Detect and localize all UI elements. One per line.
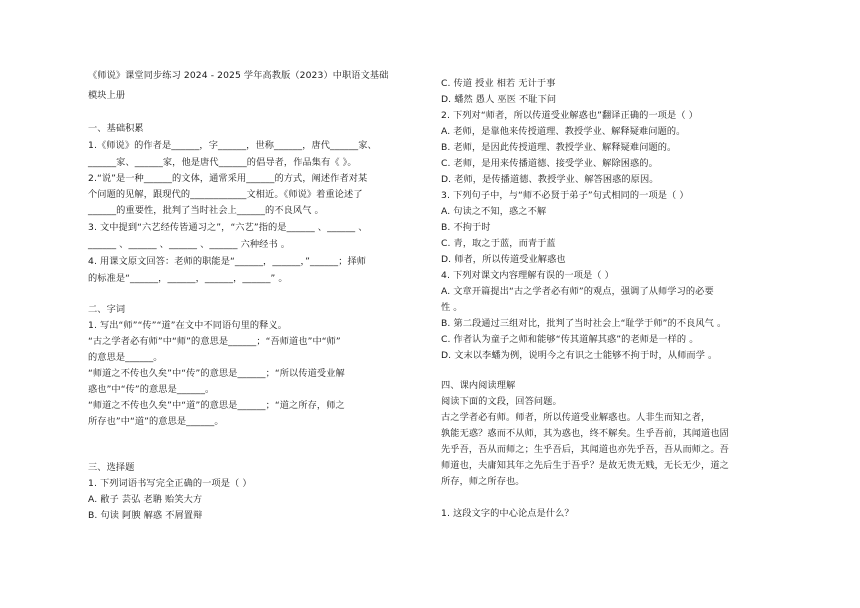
text-line: 三、选择题 bbox=[88, 462, 135, 473]
text-line: 3. 文中提到“六艺经传皆通习之”，“六艺”指的是______ 、______ 、 bbox=[88, 222, 368, 233]
text-line: 一、基础积累 bbox=[88, 123, 144, 134]
text-line: 的意思是______。 bbox=[88, 352, 163, 363]
text-line: 古之学者必有师。师者，所以传道受业解惑也。人非生而知之者， bbox=[441, 412, 711, 423]
text-line: 二、字词 bbox=[88, 304, 126, 315]
text-line: ______的重要性，批判了当时社会上______的不良风气 。 bbox=[88, 205, 324, 216]
text-line: D. 师者，所以传道受业解惑也 bbox=[441, 254, 566, 265]
text-line: C. 青，取之于蓝，而青于蓝 bbox=[441, 238, 556, 249]
text-line: ______ 、______ 、______ 、______ 六种经书 。 bbox=[88, 239, 291, 250]
text-line: B. 第二段通过三组对比，批判了当时社会上“耻学于师”的不良风气 。 bbox=[441, 318, 727, 329]
text-line: 2. 下列对“师者，所以传道受业解惑也”翻译正确的一项是（ ） bbox=[441, 110, 698, 121]
text-line: 师道也，夫庸知其年之先后生于吾乎？是故无贵无贱，无长无少，道之 bbox=[441, 460, 729, 471]
text-line: 2.“说”是一种______的文体，通常采用______的方式，阐述作者对某 bbox=[88, 173, 368, 184]
text-line: 所存也”中“道”的意思是______。 bbox=[88, 416, 224, 427]
text-line: C. 作者认为童子之师和能够“传其道解其惑”的老师是一样的 。 bbox=[441, 334, 699, 345]
text-line: C. 传道 授业 相若 无计于事 bbox=[441, 78, 556, 89]
text-line: C. 老师，是用来传播道德、接受学业、解除困惑的。 bbox=[441, 158, 658, 169]
text-line: 所存，师之所存也。 bbox=[441, 476, 525, 487]
text-line: 模块上册 bbox=[88, 90, 126, 101]
text-line: A. 文章开篇提出“古之学者必有师”的观点，强调了从师学习的必要 bbox=[441, 286, 714, 297]
text-line: 孰能无惑？惑而不从师，其为惑也，终不解矣。生乎吾前，其闻道也固 bbox=[441, 428, 729, 439]
text-line: “师道之不传也久矣”中“道”的意思是______；“道之所存，师之 bbox=[88, 400, 345, 411]
text-line: D. 文末以李蟠为例，说明今之有识之士能够不拘于时，从师而学 。 bbox=[441, 350, 718, 361]
text-line: 4. 下列对课文内容理解有误的一项是（ ） bbox=[441, 270, 614, 281]
text-line: 1.《师说》的作者是______，字______，世称______，唐代______家、 bbox=[88, 140, 377, 151]
text-line: “师道之不传也久矣”中“传”的意思是______；“所以传道受业解 bbox=[88, 368, 345, 379]
text-line: D. 老师，是传播道德、教授学业、解答困惑的原因。 bbox=[441, 174, 659, 185]
text-line: 3. 下列句子中，与“师不必贤于弟子”句式相同的一项是（ ） bbox=[441, 190, 689, 201]
text-line: 1. 写出“师”“传”“道”在文中不同语句里的释义。 bbox=[88, 320, 288, 331]
text-line: 个问题的见解，跟现代的____________文相近。《师说》着重论述了 bbox=[88, 189, 363, 200]
text-line: 1. 下列词语书写完全正确的一项是（ ） bbox=[88, 478, 252, 489]
text-line: 4. 用课文原文回答：老师的职能是“______，______，”______；择师 bbox=[88, 256, 367, 267]
text-line: 先乎吾，吾从而师之；生乎吾后，其闻道也亦先乎吾，吾从而师之。吾 bbox=[441, 444, 729, 455]
text-line: B. 句读 阿腴 解惑 不屑置辩 bbox=[88, 510, 203, 521]
text-line: 1. 这段文字的中心论点是什么？ bbox=[441, 508, 574, 519]
text-line: 阅读下面的文段，回答问题。 bbox=[441, 396, 562, 407]
text-line: A. 句读之不知，惑之不解 bbox=[441, 206, 547, 217]
text-line: B. 老师，是因此传授道理、教授学业、解释疑难问题的。 bbox=[441, 142, 677, 153]
text-line: ______家、______家，他是唐代______的倡导者，作品集有《 》。 bbox=[88, 157, 357, 168]
text-line: D. 蟠然 愚人 巫医 不耻下问 bbox=[441, 94, 557, 105]
text-line: 《师说》课堂同步练习 2024 - 2025 学年高教版（2023）中职语文基础 bbox=[88, 70, 389, 81]
text-line: B. 不拘于时 bbox=[441, 222, 491, 233]
text-line: 性 。 bbox=[441, 302, 463, 313]
text-line: 四、课内阅读理解 bbox=[441, 380, 516, 391]
text-line: “古之学者必有师”中“师”的意思是______；“吾师道也”中“师” bbox=[88, 336, 341, 347]
text-line: 的标准是“______，______，______，______” 。 bbox=[88, 273, 288, 284]
text-line: 惑也”中“传”的意思是______。 bbox=[88, 384, 215, 395]
text-line: A. 敝子 芸弘 老聃 贻笑大方 bbox=[88, 494, 203, 505]
text-line: A. 老师，是靠他来传授道理、教授学业、解释疑难问题的。 bbox=[441, 126, 686, 137]
